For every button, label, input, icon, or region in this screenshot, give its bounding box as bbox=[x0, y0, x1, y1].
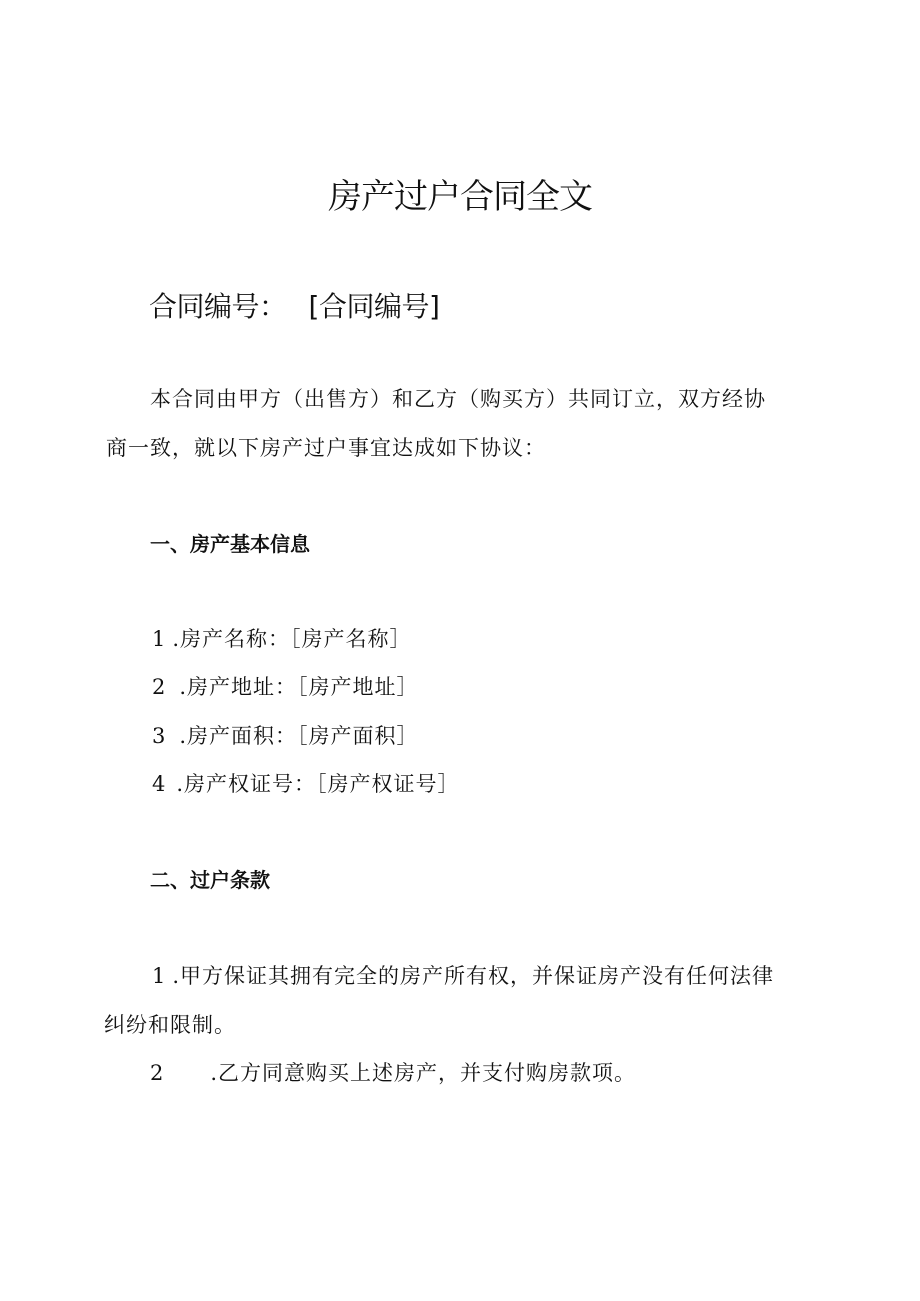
contract-number-value: [合同编号] bbox=[308, 290, 440, 323]
item-number: 1 bbox=[152, 627, 167, 651]
item-number: 2 bbox=[152, 675, 167, 699]
item-text: .房产面积：［房产面积］ bbox=[179, 724, 419, 748]
section-2-item-2 bbox=[150, 1057, 636, 1089]
item-text: .甲方保证其拥有完全的房产所有权，并保证房产没有任何法律 bbox=[172, 964, 775, 988]
section-2-heading: 二、过户条款 bbox=[150, 868, 270, 892]
section-2-item-1-line-1 bbox=[152, 960, 774, 992]
document-title: 房产过户合同全文 bbox=[328, 177, 592, 217]
item-text: .房产名称：［房产名称］ bbox=[172, 627, 412, 651]
section-1-item-1 bbox=[152, 623, 412, 655]
contract-number-label: 合同编号： bbox=[149, 290, 287, 323]
section-1-heading: 一、房产基本信息 bbox=[150, 532, 310, 556]
intro-line-1: 本合同由甲方（出售方）和乙方（购买方）共同订立，双方经协 bbox=[150, 387, 766, 411]
item-number: 2 bbox=[150, 1061, 165, 1085]
item-text: .乙方同意购买上述房产，并支付购房款项。 bbox=[210, 1061, 637, 1085]
intro-line-2: 商一致，就以下房产过户事宜达成如下协议： bbox=[106, 436, 546, 460]
item-number: 3 bbox=[152, 724, 167, 748]
item-text: .房产地址：［房产地址］ bbox=[179, 675, 419, 699]
item-number: 4 bbox=[152, 772, 167, 796]
item-number: 1 bbox=[152, 964, 167, 988]
section-1-item-2 bbox=[152, 671, 419, 703]
section-1-item-4 bbox=[152, 768, 460, 800]
contract-number-line bbox=[149, 286, 439, 328]
section-1-item-3 bbox=[152, 720, 419, 752]
section-2-item-1-line-2: 纠纷和限制。 bbox=[104, 1013, 236, 1037]
item-text: .房产权证号：［房产权证号］ bbox=[176, 772, 460, 796]
